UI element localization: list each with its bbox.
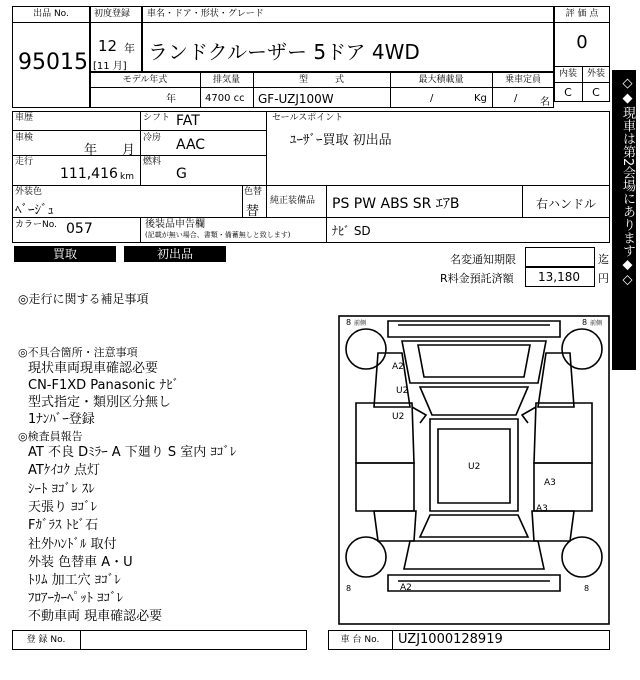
- defect-line: 現状車両現車確認必要: [28, 361, 159, 376]
- inspector-line: 天張り ﾖｺﾞﾚ: [28, 500, 98, 515]
- lot-label: 出品 No.: [33, 9, 69, 19]
- damage-mark: A2: [392, 362, 404, 372]
- tab-hatsushuppin: 初出品: [124, 246, 226, 262]
- handle-value: 右ハンドル: [535, 197, 596, 211]
- inspector-line: Fｶﾞﾗｽ ﾄﾋﾞ石: [28, 518, 99, 533]
- chassis-value: UZJ1000128919: [398, 632, 503, 647]
- front-right-corner: 8: [582, 318, 588, 327]
- max-load-value: /: [430, 93, 434, 104]
- venue-sidebar-text: ◇◆現車は第2会場にあります◆◇: [620, 76, 635, 288]
- mileage-value: 111,416: [60, 166, 118, 182]
- front-left-corner: 8: [346, 318, 352, 327]
- defects-label: ◎不具合箇所・注意事項: [18, 346, 138, 359]
- inspector-line: ﾄﾘﾑ 加工穴 ﾖｺﾞﾚ: [28, 573, 121, 588]
- ac-label: 冷房: [143, 133, 162, 143]
- first-reg-label: 初度登録: [94, 9, 131, 19]
- ext-color-label: 外装色: [15, 187, 43, 197]
- inspection-month: 月: [122, 143, 136, 158]
- mileage-label: 走行: [15, 157, 34, 167]
- after-parts-note: (記載が無い場合、書類・備蓄無しと致します): [145, 231, 291, 239]
- displacement: 4700 cc: [205, 93, 245, 104]
- inspection-label: 車検: [15, 133, 34, 143]
- ac-value: AAC: [176, 137, 206, 153]
- model-year-unit: 年: [166, 94, 176, 105]
- inspector-label: ◎検査員報告: [18, 430, 83, 443]
- inspector-line: AT 不良 Dﾐﾗｰ A 下廻り S 室内 ﾖｺﾞﾚ: [28, 445, 237, 460]
- tab-kaitori: 買取: [14, 246, 116, 262]
- damage-mark: U2: [396, 386, 409, 396]
- inspector-line: ATｹｲｺｸ 点灯: [28, 463, 100, 478]
- ext-color-value: ﾍﾞｰｼﾞｭ: [15, 203, 54, 218]
- damage-mark: A3: [536, 504, 548, 514]
- after-parts-label: 後装品申告欄: [145, 219, 205, 230]
- interior-label: 内装: [558, 69, 577, 79]
- fuel-value: G: [176, 166, 187, 182]
- first-reg-month: [11 月]: [93, 61, 127, 72]
- fuel-label: 燃料: [143, 157, 162, 167]
- recycle-unit: 円: [598, 272, 609, 285]
- shift-value: FAT: [176, 113, 200, 129]
- exterior-label: 外装: [586, 69, 605, 79]
- damage-mark: U2: [468, 462, 481, 472]
- defect-line: CN-F1XD Panasonic ﾅﾋﾞ: [28, 378, 180, 393]
- lot-number: 95015: [18, 50, 88, 75]
- model-year-label: モデル年式: [122, 75, 168, 85]
- car-damage-diagram: [338, 315, 610, 625]
- max-load-unit: Kg: [474, 93, 487, 104]
- chassis-label: 車 台 No.: [340, 635, 380, 645]
- inspection-year: 年: [84, 143, 98, 158]
- front-right-corner-txt: 前側: [590, 320, 603, 327]
- inspector-line: 不動車両 現車確認必要: [28, 609, 163, 624]
- front-left-corner-txt: 前側: [354, 320, 367, 327]
- shift-label: シフト: [143, 113, 171, 123]
- defect-line: 1ﾅﾝﾊﾞｰ登録: [28, 412, 95, 427]
- car-name-label: 車名・ドア・形状・グレード: [147, 9, 264, 19]
- capacity-label: 乗車定員: [504, 75, 541, 85]
- deadline-box: [525, 247, 595, 267]
- after-parts-value: ﾅﾋﾞ SD: [332, 224, 371, 238]
- score-value: 0: [576, 32, 588, 53]
- max-load-label: 最大積載量: [418, 75, 464, 85]
- first-reg-year: 12: [98, 37, 118, 55]
- interior-grade: C: [564, 86, 572, 99]
- recycle-value: 13,180: [538, 270, 580, 284]
- color-no-value: 057: [66, 221, 93, 237]
- score-label: 評 価 点: [565, 9, 599, 19]
- type: GF-UZJ100W: [258, 92, 334, 106]
- exterior-grade: C: [592, 86, 600, 99]
- mileage-unit: km: [120, 172, 134, 182]
- deadline-unit: 迄: [598, 253, 609, 266]
- recycle-label: R料金預託済額: [440, 272, 514, 285]
- deadline-label: 名変通知期限: [450, 253, 516, 266]
- capacity-value: /: [514, 93, 518, 104]
- capacity-unit: 名: [540, 97, 550, 108]
- inspector-line: ｼｰﾄ ﾖｺﾞﾚ ｽﾚ: [28, 482, 95, 497]
- damage-mark: U2: [392, 412, 405, 422]
- sales-point-label: セールスポイント: [272, 113, 344, 123]
- first-reg-year-unit: 年: [124, 42, 135, 55]
- color-change-label: 色替: [244, 187, 263, 197]
- damage-mark: A3: [544, 478, 556, 488]
- damage-mark: A2: [400, 583, 412, 593]
- type-label: 型 式: [298, 75, 344, 85]
- sales-point-value: ﾕｰｻﾞｰ買取 初出品: [290, 133, 392, 148]
- driving-notes-label: ◎走行に関する補足事項: [18, 292, 149, 306]
- inspector-line: 社外ﾊﾝﾄﾞﾙ 取付: [28, 537, 117, 552]
- color-no-label: カラーNo.: [15, 220, 57, 230]
- rear-right-corner: 8: [584, 584, 590, 593]
- rear-left-corner: 8: [346, 584, 352, 593]
- inspector-line: ﾌﾛｱｰｶｰﾍﾟｯﾄ ﾖｺﾞﾚ: [28, 591, 124, 606]
- car-name: ランドクルーザー 5ドア 4WD: [148, 40, 420, 64]
- history-label: 車歴: [15, 113, 34, 123]
- std-equip-label: 純正装備品: [270, 196, 316, 206]
- color-change-value: 替: [246, 204, 260, 219]
- displacement-label: 排気量: [212, 75, 240, 85]
- inspector-line: 外装 色替車 A・U: [28, 555, 133, 570]
- std-equip-value: PS PW ABS SR ｴｱB: [332, 196, 460, 212]
- reg-no-label: 登 録 No.: [26, 635, 66, 645]
- defect-line: 型式指定・類別区分無し: [28, 395, 172, 410]
